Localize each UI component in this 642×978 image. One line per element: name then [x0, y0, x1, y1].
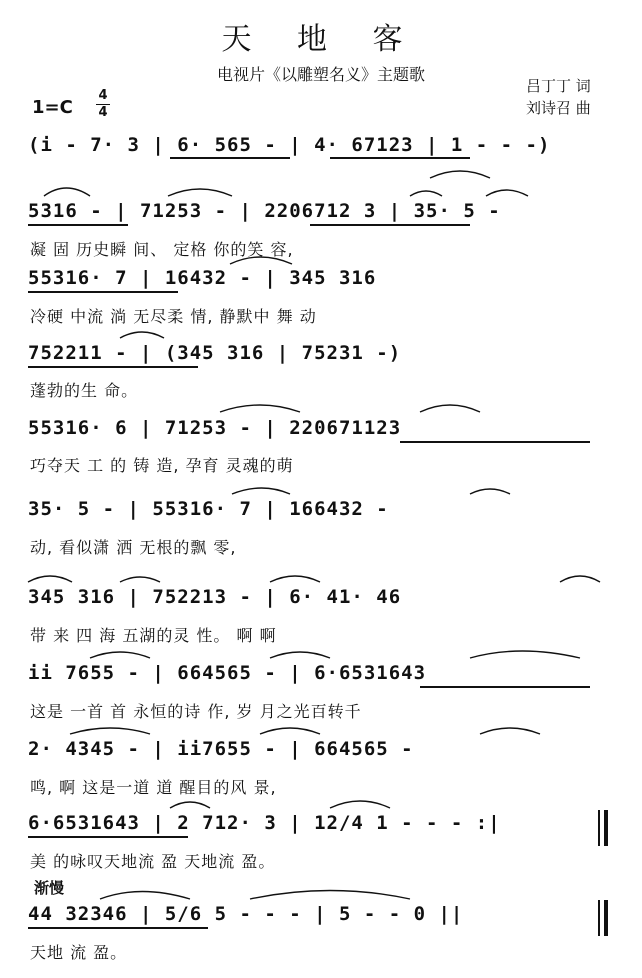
lyrics-line: 美 的咏叹天地流 盈 天地流 盈。: [30, 852, 276, 871]
lyricist-credit: 吕丁丁 词: [526, 77, 591, 95]
slur: [120, 332, 164, 338]
slur: [430, 171, 490, 178]
tempo-marking: 渐慢: [34, 879, 65, 897]
slur: [270, 576, 320, 582]
slur: [100, 892, 190, 900]
barline: [598, 900, 600, 936]
lyrics-line: 冷硬 中流 淌 无尽柔 情, 静默中 舞 动: [30, 307, 317, 326]
slur: [420, 405, 480, 412]
slur: [270, 652, 330, 658]
lyrics-line: 天地 流 盈。: [30, 943, 128, 962]
lyrics-line: 蓬勃的生 命。: [30, 381, 139, 400]
notes-line: 55316· 6 | 71253 - | 220671123: [28, 417, 402, 439]
slur: [232, 488, 290, 494]
slur: [260, 728, 320, 734]
meter-top: 4: [98, 88, 108, 103]
notes-line: ii 7655 - | 664565 - | 6·6531643: [28, 662, 427, 684]
slur: [480, 728, 540, 734]
notes-line: 2· 4345 - | ii7655 - | 664565 -: [28, 738, 414, 760]
slur: [44, 188, 90, 196]
slur: [470, 489, 510, 494]
slur: [410, 191, 442, 196]
lyrics-line: 这是 一首 首 永恒的诗 作, 岁 月之光百转千: [30, 702, 362, 721]
slur: [90, 652, 150, 658]
lyrics-line: 动, 看似潇 洒 无根的飘 零,: [30, 538, 237, 557]
notes-line: 35· 5 - | 55316· 7 | 166432 -: [28, 498, 389, 520]
slur: [486, 190, 528, 196]
slur: [220, 405, 300, 412]
slur: [28, 576, 72, 582]
notes-line: 6·6531643 | 2 712· 3 | 12/4 1 - - - :|: [28, 812, 501, 834]
slur: [170, 802, 210, 808]
slur: [70, 728, 150, 734]
repeat-barline: [604, 810, 608, 846]
lyrics-line: 凝 固 历史瞬 间、 定格 你的笑 容,: [30, 240, 294, 259]
notes-line: (i - 7· 3 | 6· 565 - | 4· 67123 | 1 - - -): [28, 134, 551, 156]
slur: [250, 891, 410, 900]
slur: [560, 576, 600, 582]
slur: [330, 801, 390, 808]
song-subtitle: 电视片《以雕塑名义》主题歌: [216, 65, 425, 84]
notes-line: 44 32346 | 5/6 5 - - - | 5 - - 0 ||: [28, 903, 464, 925]
meter-bottom: 4: [98, 105, 108, 120]
slur: [230, 257, 292, 264]
notes-line: 345 316 | 752213 - | 6· 41· 46: [28, 586, 402, 608]
song-title: 天 地 客: [221, 22, 421, 57]
slur: [120, 577, 160, 582]
final-barline: [604, 900, 608, 936]
notes-line: 5316 - | 71253 - | 2206712 3 | 35· 5 -: [28, 200, 501, 222]
lyrics-line: 鸣, 啊 这是一道 道 醒目的风 景,: [30, 778, 277, 797]
notes-line: 55316· 7 | 16432 - | 345 316: [28, 267, 377, 289]
lyrics-line: 巧夺天 工 的 铸 造, 孕育 灵魂的萌: [30, 456, 294, 475]
barline: [598, 810, 600, 846]
lyrics-line: 带 来 四 海 五湖的灵 性。 啊 啊: [30, 626, 277, 645]
slur: [168, 189, 232, 196]
notes-line: 752211 - | (345 316 | 75231 -): [28, 342, 402, 364]
slur: [470, 651, 580, 658]
key-signature: 1=C: [32, 97, 73, 118]
composer-credit: 刘诗召 曲: [526, 99, 591, 117]
